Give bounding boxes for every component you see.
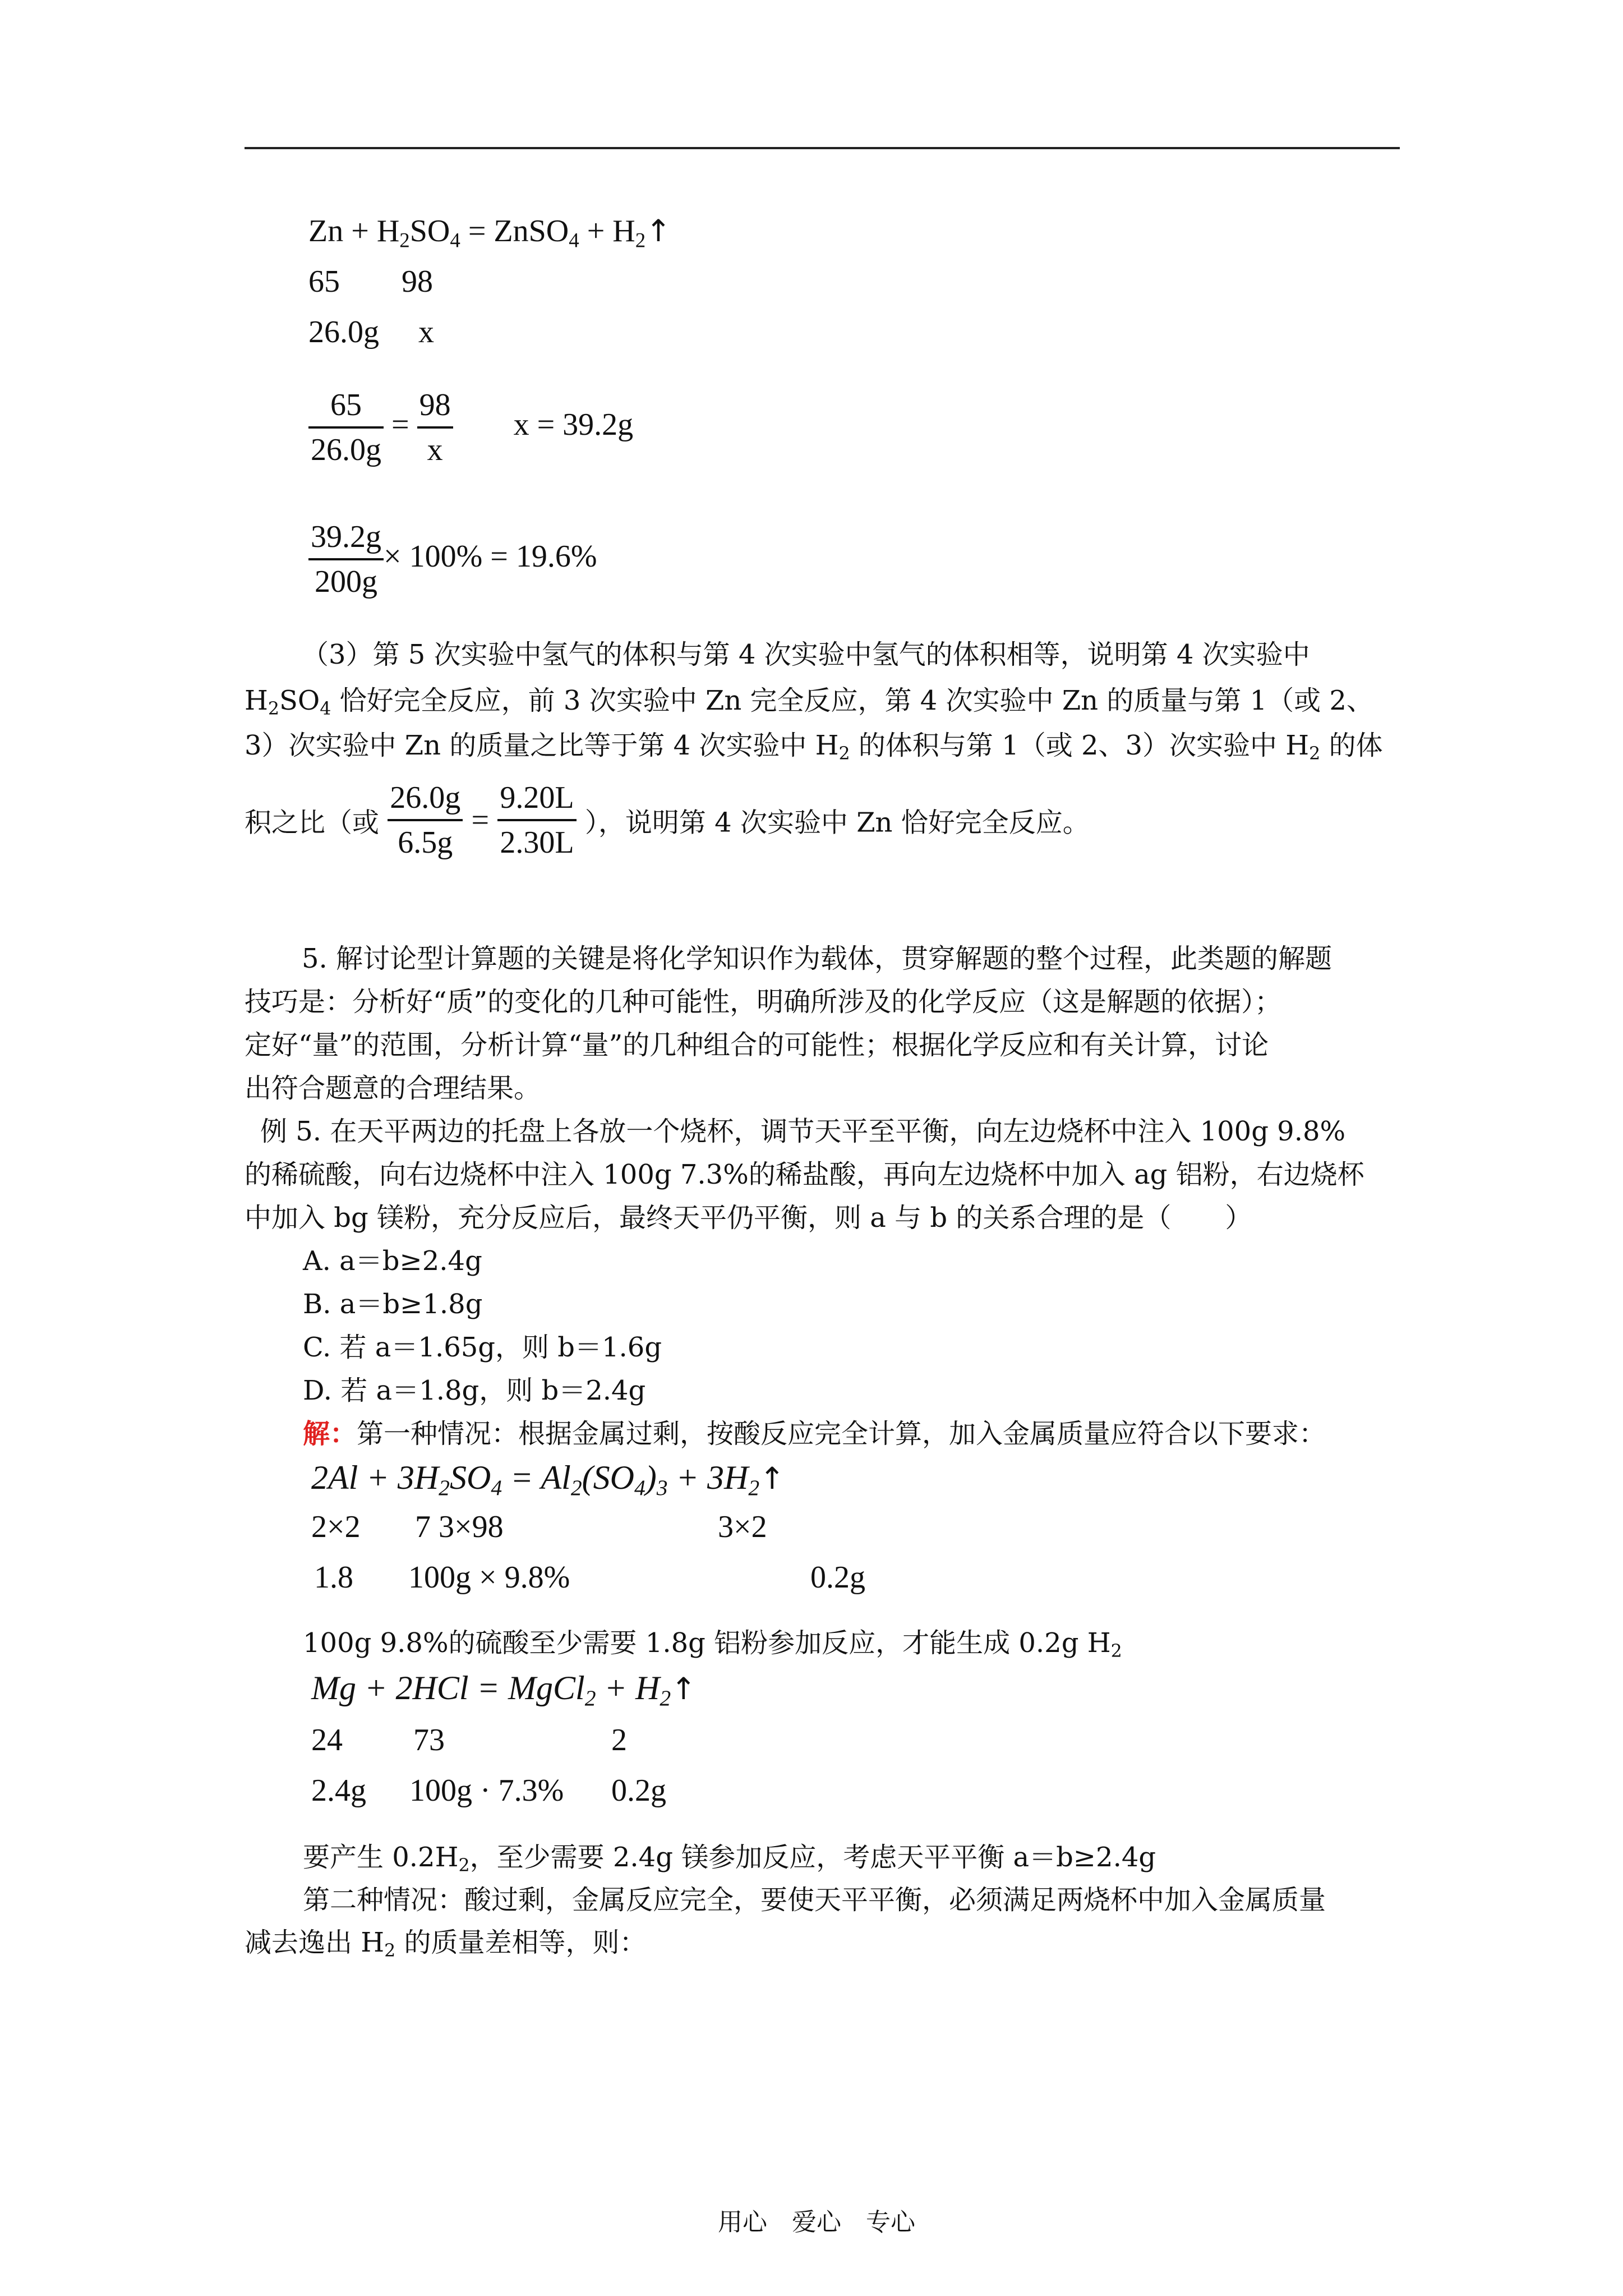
para3-line4: 积之比（或 $\frac{26.0g}{6.5g}$ = $\frac{9.20L}{2.30L}$ ），说明第 4 次实验中 Zn 恰好完全反应。	[245, 780, 1090, 860]
equation3-row3-b: 100g · 7.3%	[409, 1773, 564, 1808]
para5-line1: 5. 解讨论型计算题的关键是将化学知识作为载体，贯穿解题的整个过程，此类题的解题	[302, 943, 1332, 974]
para3-line1: （3）第 5 次实验中氢气的体积与第 4 次实验中氢气的体积相等，说明第 4 次实验中	[302, 639, 1310, 670]
fraction-98-x: $\frac{98}{x}$	[417, 387, 453, 468]
solution-label: 解：	[303, 1418, 357, 1450]
option-b: B. a＝b≥1.8g	[303, 1289, 483, 1320]
equation3-row2-a: 24	[311, 1723, 343, 1757]
para5-line4: 出符合题意的合理结果。	[245, 1073, 541, 1104]
equation3-row2-c: 2	[611, 1723, 627, 1757]
option-a: A. a＝b≥2.4g	[303, 1245, 482, 1277]
fraction-65-26g: $\frac{65}{26.0g}$	[308, 387, 384, 468]
percentage-equation: $\frac{39.2g}{200g}$ × 100% = 19.6%	[308, 519, 597, 600]
equation1-row3: 26.0g x	[308, 315, 434, 349]
case2-line1: 第二种情况：酸过剩，金属反应完全，要使天平平衡，必须满足两烧杯中加入金属质量	[303, 1884, 1326, 1916]
equation-al-h2so4: $2Al + 3H_2SO_4 = Al_2(SO_4)_3$ + $3H_2↑$	[311, 1459, 785, 1501]
example5-line1: 例 5. 在天平两边的托盘上各放一个烧杯，调节天平至平衡，向左边烧杯中注入 100g 9.8%	[260, 1116, 1346, 1147]
case2-line2: 减去逸出 $H_2$ 的质量差相等，则：	[245, 1927, 647, 1961]
option-d: D. 若 a＝1.8g，则 b＝2.4g	[303, 1375, 646, 1406]
note-aluminum-requirement: 100g 9.8%的硫酸至少需要 1.8g 铝粉参加反应，才能生成 0.2g $H_2$	[303, 1627, 1122, 1662]
fraction-26g-6-5g: $\frac{26.0g}{6.5g}$	[388, 780, 463, 861]
note-magnesium-requirement: 要产生 $0.2H_2$，至少需要 2.4g 镁参加反应，考虑天平平衡 a＝b≥2.4g	[303, 1842, 1156, 1876]
equation-zn-h2so4: $Zn + H_2SO_4$ = ZnSO$_4$ + $H_2↑$	[308, 213, 671, 252]
solution-intro: 解：第一种情况：根据金属过剩，按酸反应完全计算，加入金属质量应符合以下要求：	[303, 1418, 1326, 1450]
para5-line3: 定好“量”的范围，分析计算“量”的几种组合的可能性；根据化学反应和有关计算，讨论	[245, 1029, 1269, 1061]
example5-line3: 中加入 bg 镁粉，充分反应后，最终天平仍平衡，则 a 与 b 的关系合理的是（ ）	[245, 1202, 1252, 1234]
equation2-row3-a: 1.8	[314, 1560, 353, 1595]
equation2-row3-b: 100g × 9.8%	[408, 1560, 570, 1595]
equation-mg-hcl: Mg + 2HCl = MgCl$_2$ + $H_2↑$	[311, 1669, 697, 1711]
para5-line2: 技巧是：分析好“质”的变化的几种可能性，明确所涉及的化学反应（这是解题的依据）；	[245, 986, 1282, 1018]
equation3-row2-b: 73	[413, 1723, 445, 1757]
gas-arrow-icon: ↑	[759, 1461, 785, 1496]
equation1-row2: 65 98	[308, 264, 433, 299]
fraction-39g-200g: $\frac{39.2g}{200g}$	[308, 519, 384, 600]
fraction-9-20l-2-30l: $\frac{9.20L}{2.30L}$	[497, 780, 576, 861]
gas-arrow-icon: ↑	[671, 1671, 697, 1706]
page-footer: 用心 爱心 专心	[718, 2208, 915, 2237]
equation3-row3-c: 0.2g	[611, 1773, 666, 1808]
option-c: C. 若 a＝1.65g，则 b＝1.6g	[303, 1332, 662, 1363]
equation3-row3-a: 2.4g	[311, 1773, 366, 1808]
equation2-row2-a: 2×2	[311, 1510, 361, 1544]
proportion-equation: $\frac{65}{26.0g}$ = $\frac{98}{x}$ x = 39.2g	[308, 387, 633, 468]
header-rule	[245, 147, 1400, 149]
equation2-row2-b: 7 3×98	[415, 1510, 504, 1544]
gas-arrow-icon: ↑	[645, 213, 671, 249]
equation2-row2-c: 3×2	[718, 1510, 767, 1544]
para3-line3: 3）次实验中 Zn 的质量之比等于第 4 次实验中 $H_2$ 的体积与第 1（或 2、3）次实验中 $H_2$ 的体	[245, 730, 1383, 764]
example5-line2: 的稀硫酸，向右边烧杯中注入 100g 7.3%的稀盐酸，再向左边烧杯中加入 ag 铝粉，右边烧杯	[245, 1159, 1364, 1190]
para3-line2: $H_2SO_4$ 恰好完全反应，前 3 次实验中 Zn 完全反应，第 4 次实验中 Zn 的质量与第 1（或 2、	[245, 685, 1373, 719]
equation2-row3-c: 0.2g	[810, 1560, 865, 1595]
